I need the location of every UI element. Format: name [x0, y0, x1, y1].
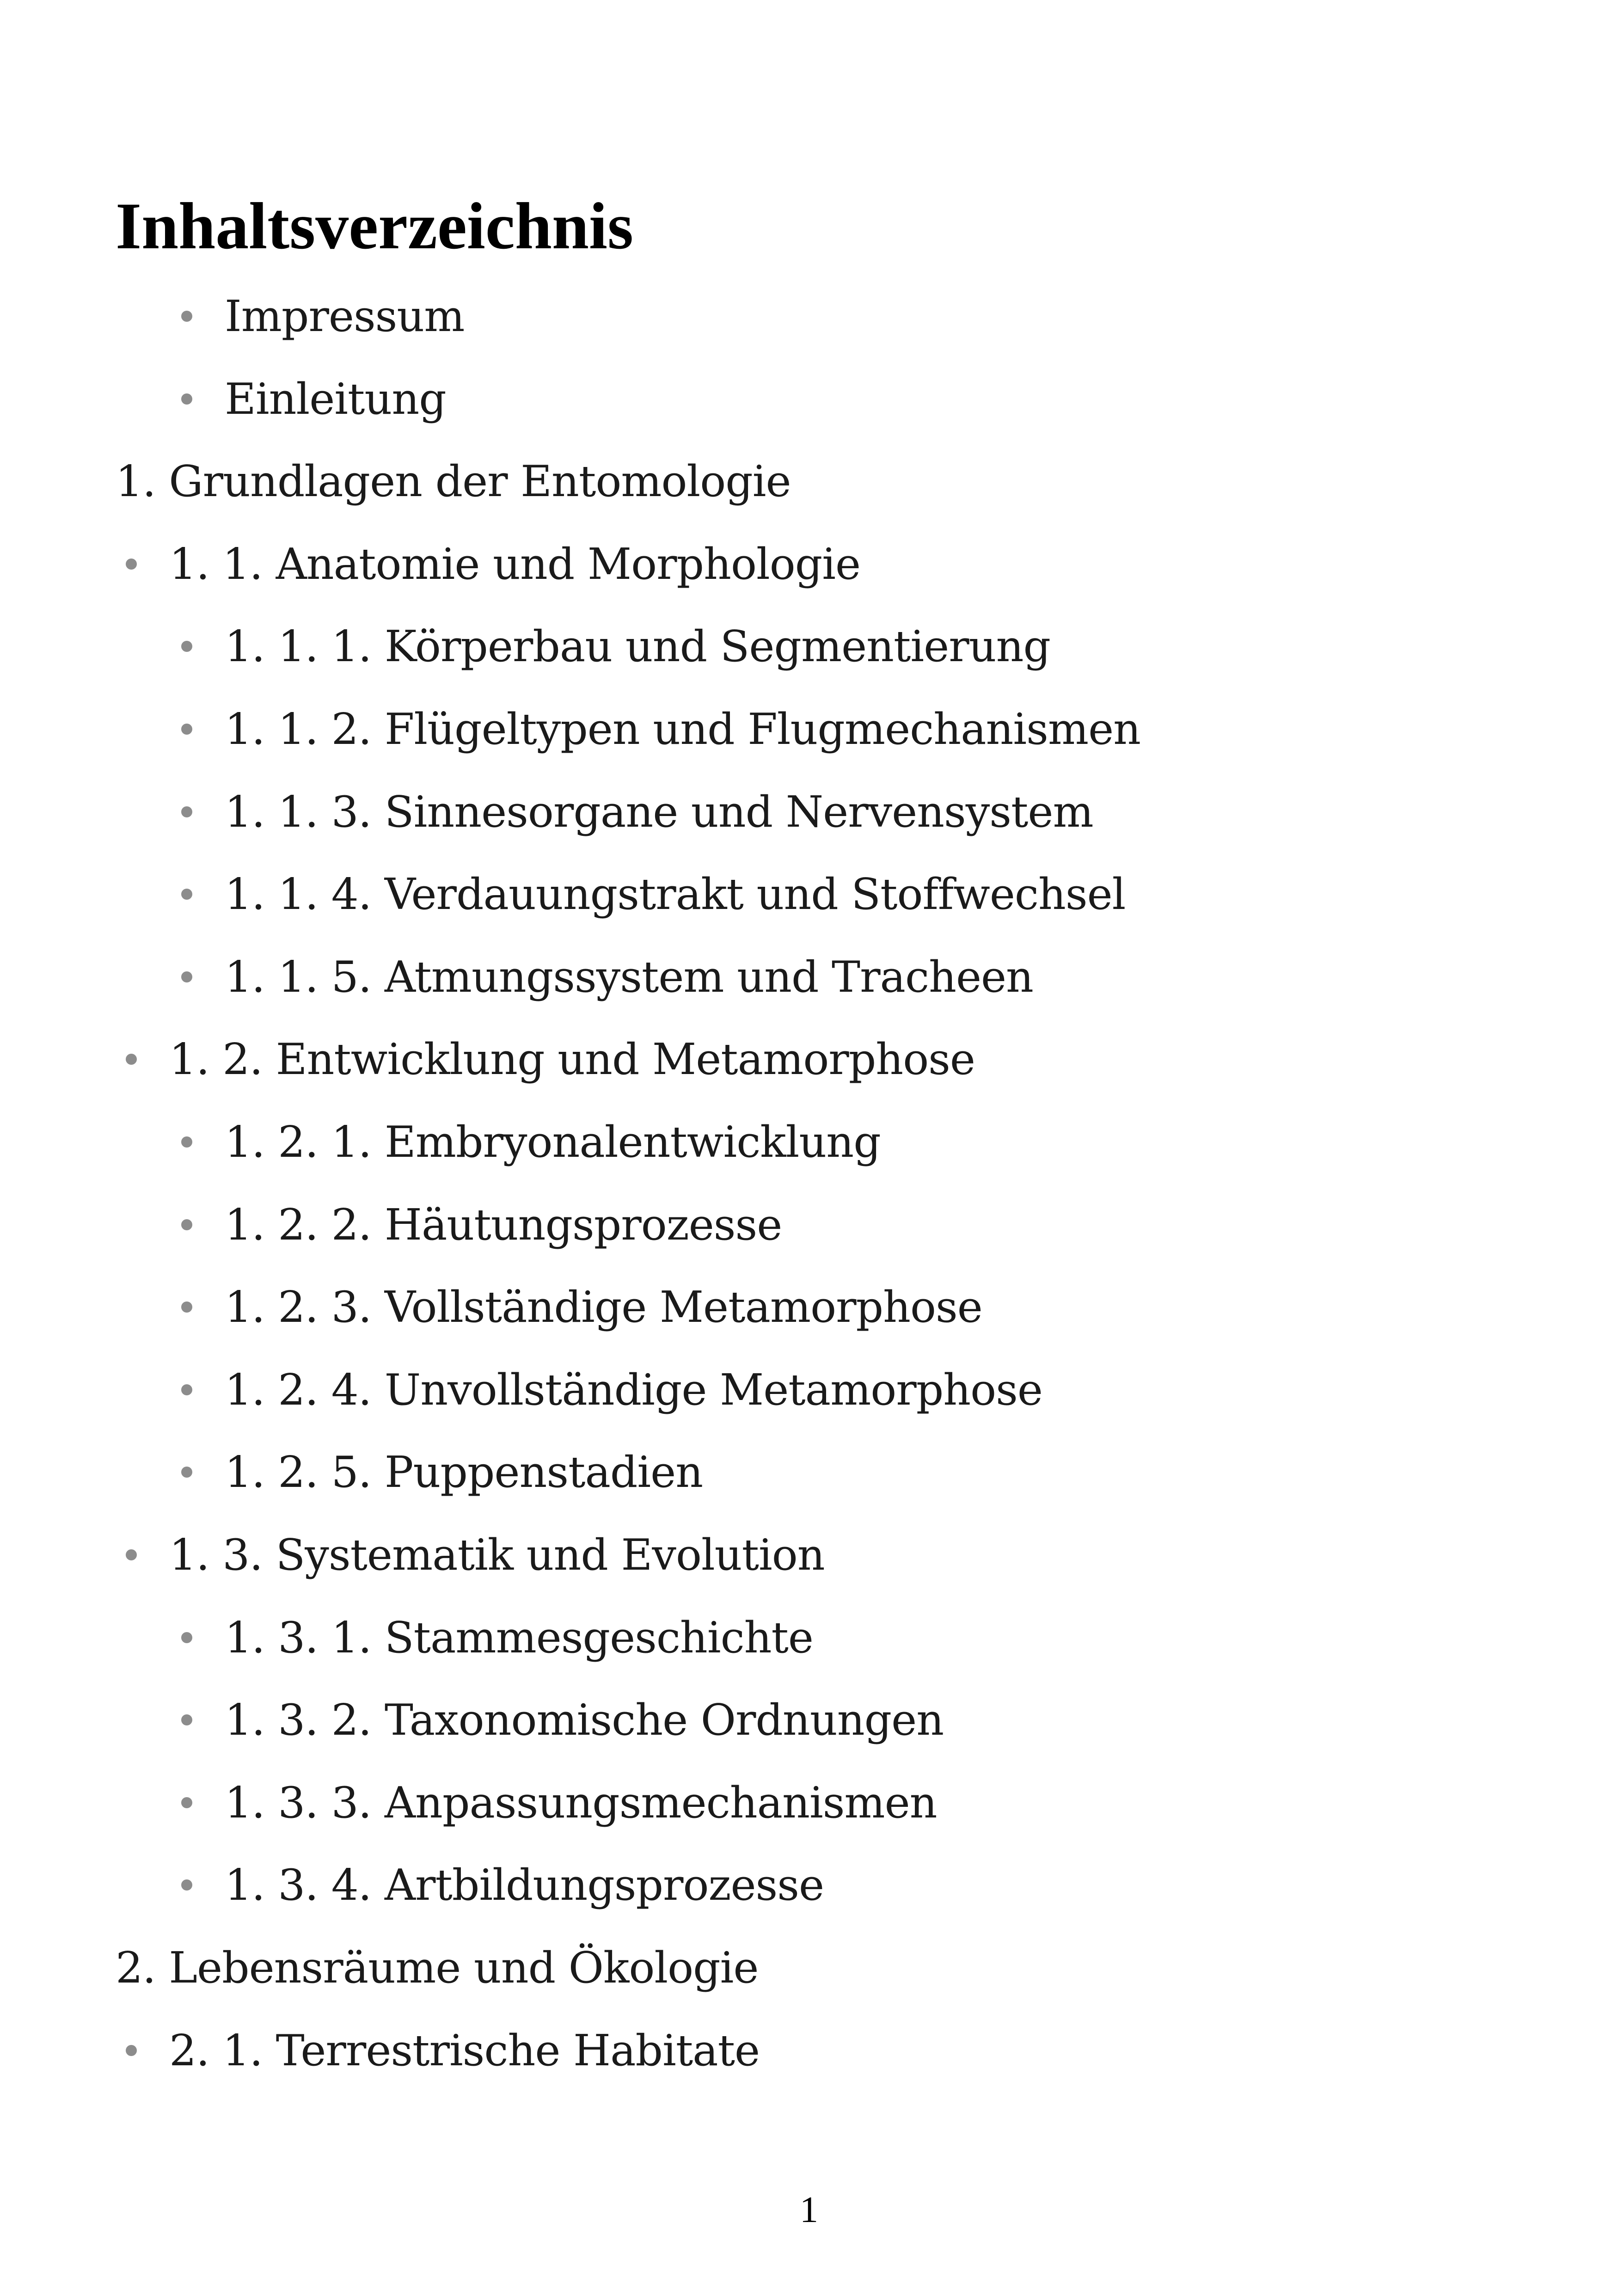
- page-title: Inhaltsverzeichnis: [116, 190, 634, 263]
- bullet-icon: [181, 724, 192, 735]
- toc-entry-label: 1. 1. 4. Verdauungstrakt und Stoffwechsel: [225, 869, 1126, 919]
- bullet-icon: [181, 641, 192, 652]
- toc-entry[interactable]: [181, 949, 1033, 1005]
- toc-entry[interactable]: [181, 866, 1125, 922]
- toc-entry[interactable]: [181, 1444, 703, 1500]
- toc-entry[interactable]: [181, 701, 1140, 757]
- toc-entry-label: 1. 1. Anatomie und Morphologie: [169, 539, 861, 589]
- toc-entry-label: 2. 1. Terrestrische Habitate: [169, 2026, 760, 2075]
- toc-entry-label: 1. Grundlagen der Entomologie: [116, 456, 791, 506]
- bullet-icon: [181, 1384, 192, 1395]
- bullet-icon: [181, 889, 192, 900]
- toc-entry[interactable]: [181, 371, 446, 427]
- bullet-icon: [181, 971, 192, 982]
- bullet-icon: [126, 559, 137, 570]
- bullet-icon: [181, 1714, 192, 1725]
- toc-entry-label: 1. 1. 2. Flügeltypen und Flugmechanismen: [225, 704, 1141, 754]
- toc-entry[interactable]: [126, 1527, 825, 1583]
- bullet-icon: [181, 311, 192, 322]
- toc-entry-label: 1. 3. 2. Taxonomische Ordnungen: [225, 1695, 944, 1745]
- bullet-icon: [181, 1797, 192, 1808]
- bullet-icon: [181, 1467, 192, 1478]
- bullet-icon: [181, 1879, 192, 1891]
- toc-entry[interactable]: [181, 1279, 982, 1335]
- toc-entry[interactable]: [181, 1610, 813, 1665]
- bullet-icon: [181, 1301, 192, 1313]
- toc-entry[interactable]: [181, 619, 1050, 674]
- toc-entry-label: 1. 2. Entwicklung und Metamorphose: [169, 1034, 975, 1084]
- toc-entry[interactable]: [181, 784, 1093, 840]
- bullet-icon: [181, 1219, 192, 1230]
- toc-entry-label: 1. 3. 1. Stammesgeschichte: [225, 1613, 813, 1663]
- toc-entry-label: Einleitung: [225, 374, 446, 424]
- toc-entry[interactable]: [116, 454, 791, 509]
- toc-entry[interactable]: [181, 1857, 824, 1913]
- toc-entry[interactable]: [126, 1031, 975, 1087]
- toc-entry-label: 1. 2. 2. Häutungsprozesse: [225, 1200, 782, 1250]
- bullet-icon: [181, 393, 192, 405]
- toc-entry[interactable]: [126, 536, 860, 592]
- bullet-icon: [181, 806, 192, 817]
- toc-entry[interactable]: [181, 289, 464, 344]
- toc-entry-label: 1. 2. 3. Vollständige Metamorphose: [225, 1282, 982, 1332]
- toc-entry-label: 1. 1. 3. Sinnesorgane und Nervensystem: [225, 787, 1093, 837]
- toc-entry[interactable]: [181, 1114, 881, 1170]
- toc-entry-label: 1. 2. 5. Puppenstadien: [225, 1447, 703, 1497]
- bullet-icon: [181, 1632, 192, 1643]
- toc-entry-label: 1. 3. 3. Anpassungsmechanismen: [225, 1778, 937, 1828]
- toc-entry-label: Impressum: [225, 291, 465, 341]
- bullet-icon: [126, 1549, 137, 1560]
- toc-entry-label: 1. 2. 4. Unvollständige Metamorphose: [225, 1365, 1042, 1415]
- toc-entry[interactable]: [181, 1692, 944, 1748]
- toc-entry[interactable]: [181, 1775, 937, 1830]
- toc-entry-label: 2. Lebensräume und Ökologie: [116, 1943, 759, 1993]
- toc-entry-label: 1. 3. 4. Artbildungsprozesse: [225, 1860, 824, 1910]
- toc-entry-label: 1. 1. 5. Atmungssystem und Tracheen: [225, 952, 1033, 1002]
- bullet-icon: [181, 1136, 192, 1148]
- toc-entry[interactable]: [126, 2023, 760, 2078]
- toc-entry-label: 1. 1. 1. Körperbau und Segmentierung: [225, 621, 1050, 671]
- bullet-icon: [126, 2045, 137, 2056]
- toc-entry-label: 1. 3. Systematik und Evolution: [169, 1530, 825, 1580]
- toc-entry[interactable]: [181, 1362, 1042, 1418]
- toc-entry-label: 1. 2. 1. Embryonalentwicklung: [225, 1117, 881, 1167]
- toc-entry[interactable]: [116, 1940, 758, 1995]
- bullet-icon: [126, 1054, 137, 1065]
- toc-entry[interactable]: [181, 1197, 782, 1252]
- page-number: 1: [800, 2190, 818, 2230]
